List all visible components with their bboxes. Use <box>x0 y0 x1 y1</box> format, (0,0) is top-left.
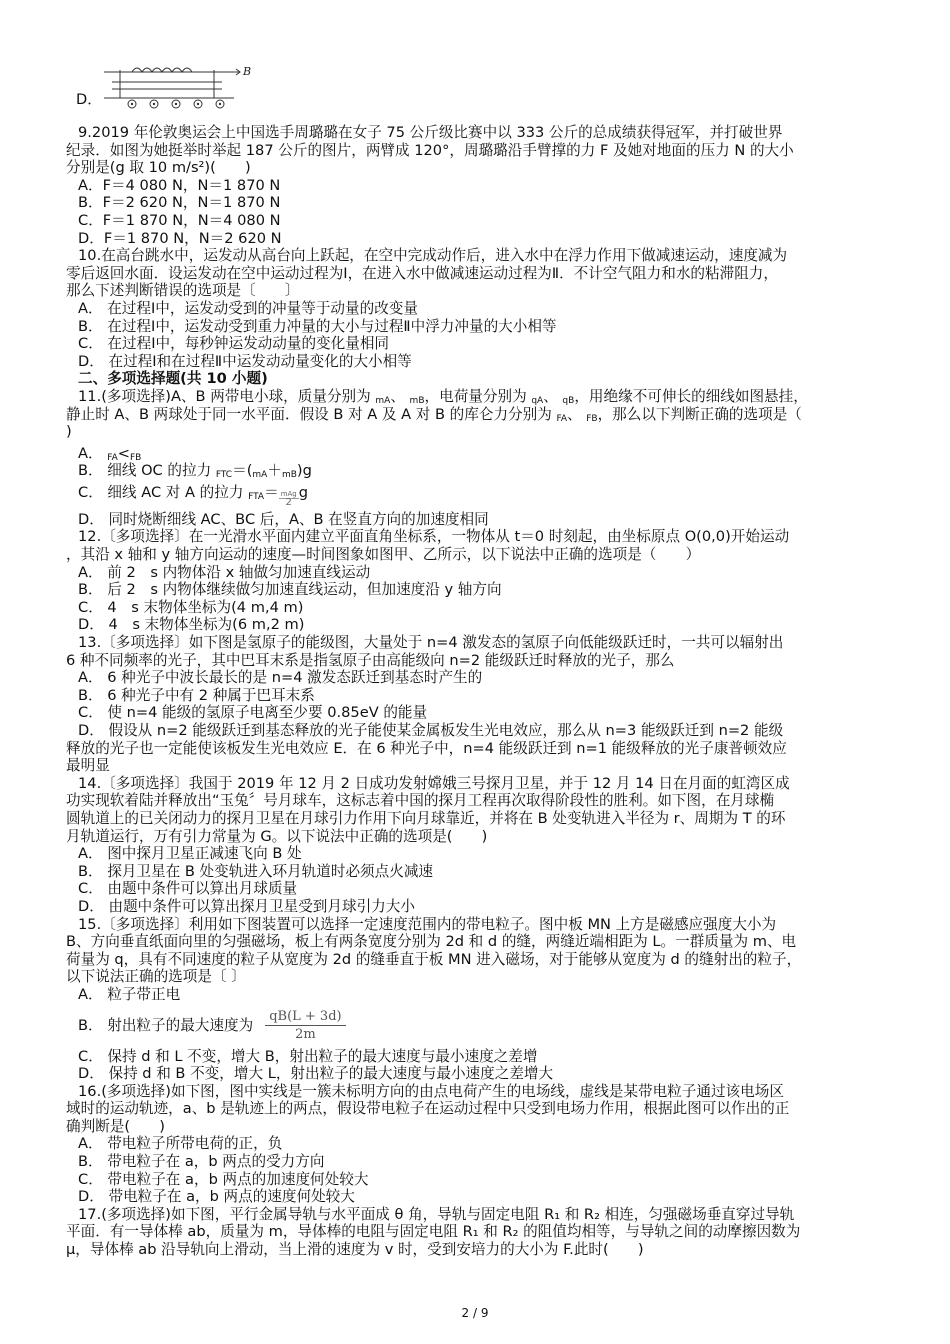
option-d-label: D． <box>76 91 102 108</box>
question-14 <box>66 775 886 916</box>
q14-stem-line2: 功实现软着陆并释放出“玉兔〞号月球车，这标志着中国的探月工程再次取得阶段性的胜利。如下图，在月球椭 <box>66 792 775 810</box>
q16-option-b: B． 带电粒子在 a，b 两点的受力方向 <box>78 1153 325 1171</box>
q10-option-c: C． 在过程Ⅰ中，每秒钟运发动动量的变化量相同 <box>78 335 390 353</box>
q9-stem-line1: 9.2019 年伦敦奥运会上中国选手周璐璐在女子 75 公斤级比赛中以 333 公斤的总成绩获得冠军，并打破世界 <box>78 124 783 141</box>
q11-c-fta: FTA <box>248 491 265 502</box>
q9-stem-line3: 分别是(g 取 10 m/s²)( ) <box>66 159 251 177</box>
q11-force-b: FB <box>586 413 598 424</box>
q11-option-c <box>66 484 886 507</box>
q11-a-fb: FB <box>129 452 142 463</box>
q9-option-b: B．F＝2 620 N，N＝1 870 N <box>78 194 281 212</box>
q11-b-plus: ＋ <box>267 462 282 480</box>
q12-stem-line2: ，其沿 x 轴和 y 轴方向运动的速度—时间图象如图甲、乙所示，以下说法中正确的选项是（ ） <box>66 546 701 564</box>
q11-a-prefix: A． <box>78 444 103 462</box>
q13-stem-line1: 13.〔多项选择〕如下图是氢原子的能级图，大量处于 n=4 激发态的氢原子向低能级跃迁时，一共可以辐射出 <box>78 634 784 652</box>
option-d-figure <box>66 62 256 112</box>
q10-option-a: A． 在过程Ⅰ中，运发动受到的冲量等于动量的改变量 <box>78 299 418 317</box>
q15-b-numerator: qB(L + 3d) <box>265 1008 345 1026</box>
q10-option-d: D． 在过程Ⅰ和在过程Ⅱ中运发动动量变化的大小相等 <box>78 352 412 370</box>
q12-option-d: D． 4 s 末物体坐标为(6 m,2 m) <box>78 616 305 634</box>
q14-option-c: C． 由题中条件可以算出月球质量 <box>78 880 298 898</box>
q11-charge-b: qB <box>562 395 575 406</box>
q11-mass-b: mB <box>409 395 425 406</box>
q15-b-denominator: 2m <box>295 1027 316 1042</box>
q11-b-prefix: B． 细线 OC 的拉力 <box>78 462 212 480</box>
page-number: 2 / 9 <box>461 1306 489 1320</box>
q11-b-ma: mA <box>252 470 268 481</box>
q17-stem-line2: 平面．有一导体棒 ab，质量为 m，导体棒的电阻与固定电阻 R₁ 和 R₂ 的阻值均相等，与导轨之间的动摩擦因数为 <box>66 1223 801 1241</box>
q11-b-end: )g <box>296 462 312 480</box>
q9-option-a: A．F＝4 080 N，N＝1 870 N <box>78 176 281 194</box>
q15-b-prefix: B． 射出粒子的最大速度为 <box>78 1016 254 1034</box>
q13-option-d-line3: 最明显 <box>66 757 110 775</box>
q11-force-a: FA <box>556 413 567 424</box>
q9-stem-line2: 纪录．如图为她挺举时举起 187 公斤的图片，两臂成 120°，周璐璐沿手臂撑的力 F 及她对地面的压力 N 的大小 <box>66 141 794 159</box>
q15-option-c: C． 保持 d 和 L 不变，增大 B，射出粒子的最大速度与最小速度之差增 <box>78 1047 538 1065</box>
q11-charge-a: qA <box>531 395 544 406</box>
q11-mass-a: mA <box>375 395 391 406</box>
q10-stem-line3: 那么下述判断错误的选项是〔 〕 <box>66 282 300 300</box>
question-12 <box>66 528 886 634</box>
q14-stem-line3: 圆轨道上的已关闭动力的探月卫星在月球引力作用下向月球靠近，并将在 B 处变轨进入半径为 r、周期为 T 的环 <box>66 809 786 827</box>
question-16 <box>66 1083 886 1206</box>
q11-a-lt: < <box>117 444 130 462</box>
q13-option-b: B． 6 种光子中有 2 种属于巴耳末系 <box>78 686 315 704</box>
q16-stem-line3: 确判断是( ) <box>66 1117 165 1135</box>
q11-stem-l2a: 静止时 A、B 两球处于同一水平面．假设 B 对 A 及 A 对 B 的库仑力分别为 <box>66 405 552 423</box>
q13-option-a: A． 6 种光子中波长最长的是 n=4 激发态跃迁到基态时产生的 <box>78 669 483 687</box>
q11-stem-line2: 静止时 A、B 两球处于同一水平面．假设 B 对 A 及 A 对 B 的库仑力分别为 FA、 FB，那么以下判断正确的选项是（ <box>66 405 802 424</box>
q15-option-d: D． 保持 d 和 B 不变，增大 L，射出粒子的最大速度与最小速度之差增大 <box>78 1065 554 1083</box>
q14-option-b: B． 探月卫星在 B 处变轨进入环月轨道时必须点火减速 <box>78 862 434 880</box>
q10-stem-line1: 10.在高台跳水中，运发动从高台向上跃起，在空中完成动作后，进入水中在浮力作用下做减速运动，速度减为 <box>78 247 788 265</box>
q17-stem-line1: 17.(多项选择)如下图，平行金属导轨与水平面成 θ 角，导轨与固定电阻 R₁ 和 R₂ 相连，匀强磁场垂直穿过导轨 <box>78 1205 795 1223</box>
q17-stem-line3: μ，导体棒 ab 沿导轨向上滑动，当上滑的速度为 v 时，受到安培力的大小为 F.此时( ) <box>66 1241 644 1259</box>
q15-b-formula <box>265 1008 345 1043</box>
question-9 <box>66 124 886 247</box>
question-17 <box>66 1206 886 1259</box>
q11-stem-l2b: ，那么以下判断正确的选项是（ <box>597 405 802 423</box>
q16-option-a: A． 带电粒子所带电荷的正，负 <box>78 1135 283 1153</box>
q15-stem-line4: 以下说法正确的选项是〔 〕 <box>66 968 246 986</box>
question-13 <box>66 634 886 775</box>
q13-option-c: C． 使 n=4 能级的氢原子电离至少要 0.85eV 的能量 <box>78 704 428 722</box>
q12-option-b: B． 后 2 s 内物体继续做匀加速直线运动，但加速度沿 y 轴方向 <box>78 581 502 599</box>
question-11 <box>66 388 886 529</box>
q11-stem-b: ，电荷量分别为 <box>424 387 527 405</box>
q11-c-end: g <box>298 483 309 501</box>
q11-c-fraction <box>279 490 299 507</box>
q11-c-numerator: mAg <box>280 489 297 498</box>
q9-option-d: D．F＝1 870 N，N＝2 620 N <box>78 229 282 247</box>
q16-stem-line1: 16.(多项选择)如下图，图中实线是一簇未标明方向的由点电荷产生的电场线，虚线是某带电粒子通过该电场区 <box>78 1082 784 1100</box>
magnetic-field-diagram <box>102 62 252 110</box>
q12-option-c: C． 4 s 末物体坐标为(4 m,4 m) <box>78 598 304 616</box>
q14-stem-line4: 月轨道运行，万有引力常量为 G。以下说法中正确的选项是( ) <box>66 827 488 845</box>
q10-stem-line2: 零后返回水面．设运发动在空中运动过程为Ⅰ，在进入水中做减速运动过程为Ⅱ．不计空气阻力和水的粘滞阻力， <box>66 264 778 282</box>
q14-option-d: D． 由题中条件可以算出探月卫星受到月球引力大小 <box>78 897 415 915</box>
q11-stem-a: 11.(多项选择)A、B 两带电小球，质量分别为 <box>78 387 371 405</box>
section-heading: 二、多项选择题(共 10 小题) <box>78 370 268 388</box>
q15-stem-line3: 荷量为 q，具有不同速度的粒子从宽度为 2d 的缝垂直于板 MN 进入磁场，对于能够从宽度为 d 的缝射出的粒子， <box>66 950 802 968</box>
q11-b-mb: mB <box>281 470 297 481</box>
q11-stem-line1: 11.(多项选择)A、B 两带电小球，质量分别为 mA、 mB，电荷量分别为 qA、 qB，用绝缘不可伸长的细线如图悬挂， <box>78 387 808 406</box>
q16-stem-line2: 域时的运动轨迹，a、b 是轨迹上的两点，假设带电粒子在运动过程中只受到电场力作用，根据此图可以作出的正 <box>66 1100 790 1118</box>
q12-stem-line1: 12.〔多项选择〕在一光滑水平面内建立平面直角坐标系，一物体从 t＝0 时刻起，由坐标原点 O(0,0)开始运动 <box>78 528 790 546</box>
q11-stem-c: ，用绝缘不可伸长的细线如图悬挂， <box>574 387 808 405</box>
question-15 <box>66 916 886 1083</box>
q11-a-fa: FA <box>107 452 118 463</box>
q14-option-a: A． 图中探月卫星正减速飞向 B 处 <box>78 845 302 863</box>
q11-b-mid: ＝( <box>232 462 253 480</box>
q10-option-b: B． 在过程Ⅰ中，运发动受到重力冲量的大小与过程Ⅱ中浮力冲量的大小相等 <box>78 317 557 335</box>
document-body <box>66 124 886 1259</box>
q14-stem-line1: 14.〔多项选择〕我国于 2019 年 12 月 2 日成功发射嫦娥三号探月卫星，并于 12 月 14 日在月面的虹湾区成 <box>78 774 790 792</box>
q11-stem-line3: ) <box>66 423 72 441</box>
q16-option-c: C． 带电粒子在 a，b 两点的加速度何处较大 <box>78 1170 369 1188</box>
q11-option-a <box>66 445 886 463</box>
q11-option-b <box>66 462 886 480</box>
question-10 <box>66 247 886 370</box>
q15-stem-line2: B、方向垂直纸面向里的匀强磁场，板上有两条宽度分别为 2d 和 d 的缝，两缝近端相距为 L。一群质量为 m、电 <box>66 933 797 951</box>
field-b-label: B <box>243 65 252 78</box>
q11-c-prefix: C． 细线 AC 对 A 的拉力 <box>78 483 244 501</box>
q11-option-d: D． 同时烧断细线 AC、BC 后，A、B 在竖直方向的加速度相同 <box>78 510 489 528</box>
q11-b-ftc: FTC <box>215 470 233 481</box>
q15-stem-line1: 15.〔多项选择〕利用如下图装置可以选择一定速度范围内的带电粒子。图中板 MN 上方是磁感应强度大小为 <box>78 915 777 933</box>
q15-option-b <box>66 1008 886 1044</box>
q16-option-d: D． 带电粒子在 a，b 两点的速度何处较大 <box>78 1188 355 1206</box>
q15-option-a: A． 粒子带正电 <box>78 985 181 1003</box>
q12-option-a: A． 前 2 s 内物体沿 x 轴做匀加速直线运动 <box>78 563 371 581</box>
q13-option-d-line1: D． 假设从 n=2 能级跃迁到基态释放的光子能使某金属板发生光电效应，那么从 n=3 能级跃迁到 n=2 能级 <box>78 722 784 739</box>
q11-c-eq: ＝ <box>264 483 279 501</box>
q13-stem-line2: 6 种不同频率的光子，其中巴耳末系是指氢原子由高能级向 n=2 能级跃迁时释放的光子，那么 <box>66 651 675 669</box>
q11-c-denominator: 2 <box>285 496 292 508</box>
q9-option-c: C．F＝1 870 N，N＝4 080 N <box>78 211 281 229</box>
q13-option-d-line2: 释放的光子也一定能使该板发生光电效应 E．在 6 种光子中，n=4 能级跃迁到 n=1 能级释放的光子康普顿效应 <box>66 739 787 757</box>
